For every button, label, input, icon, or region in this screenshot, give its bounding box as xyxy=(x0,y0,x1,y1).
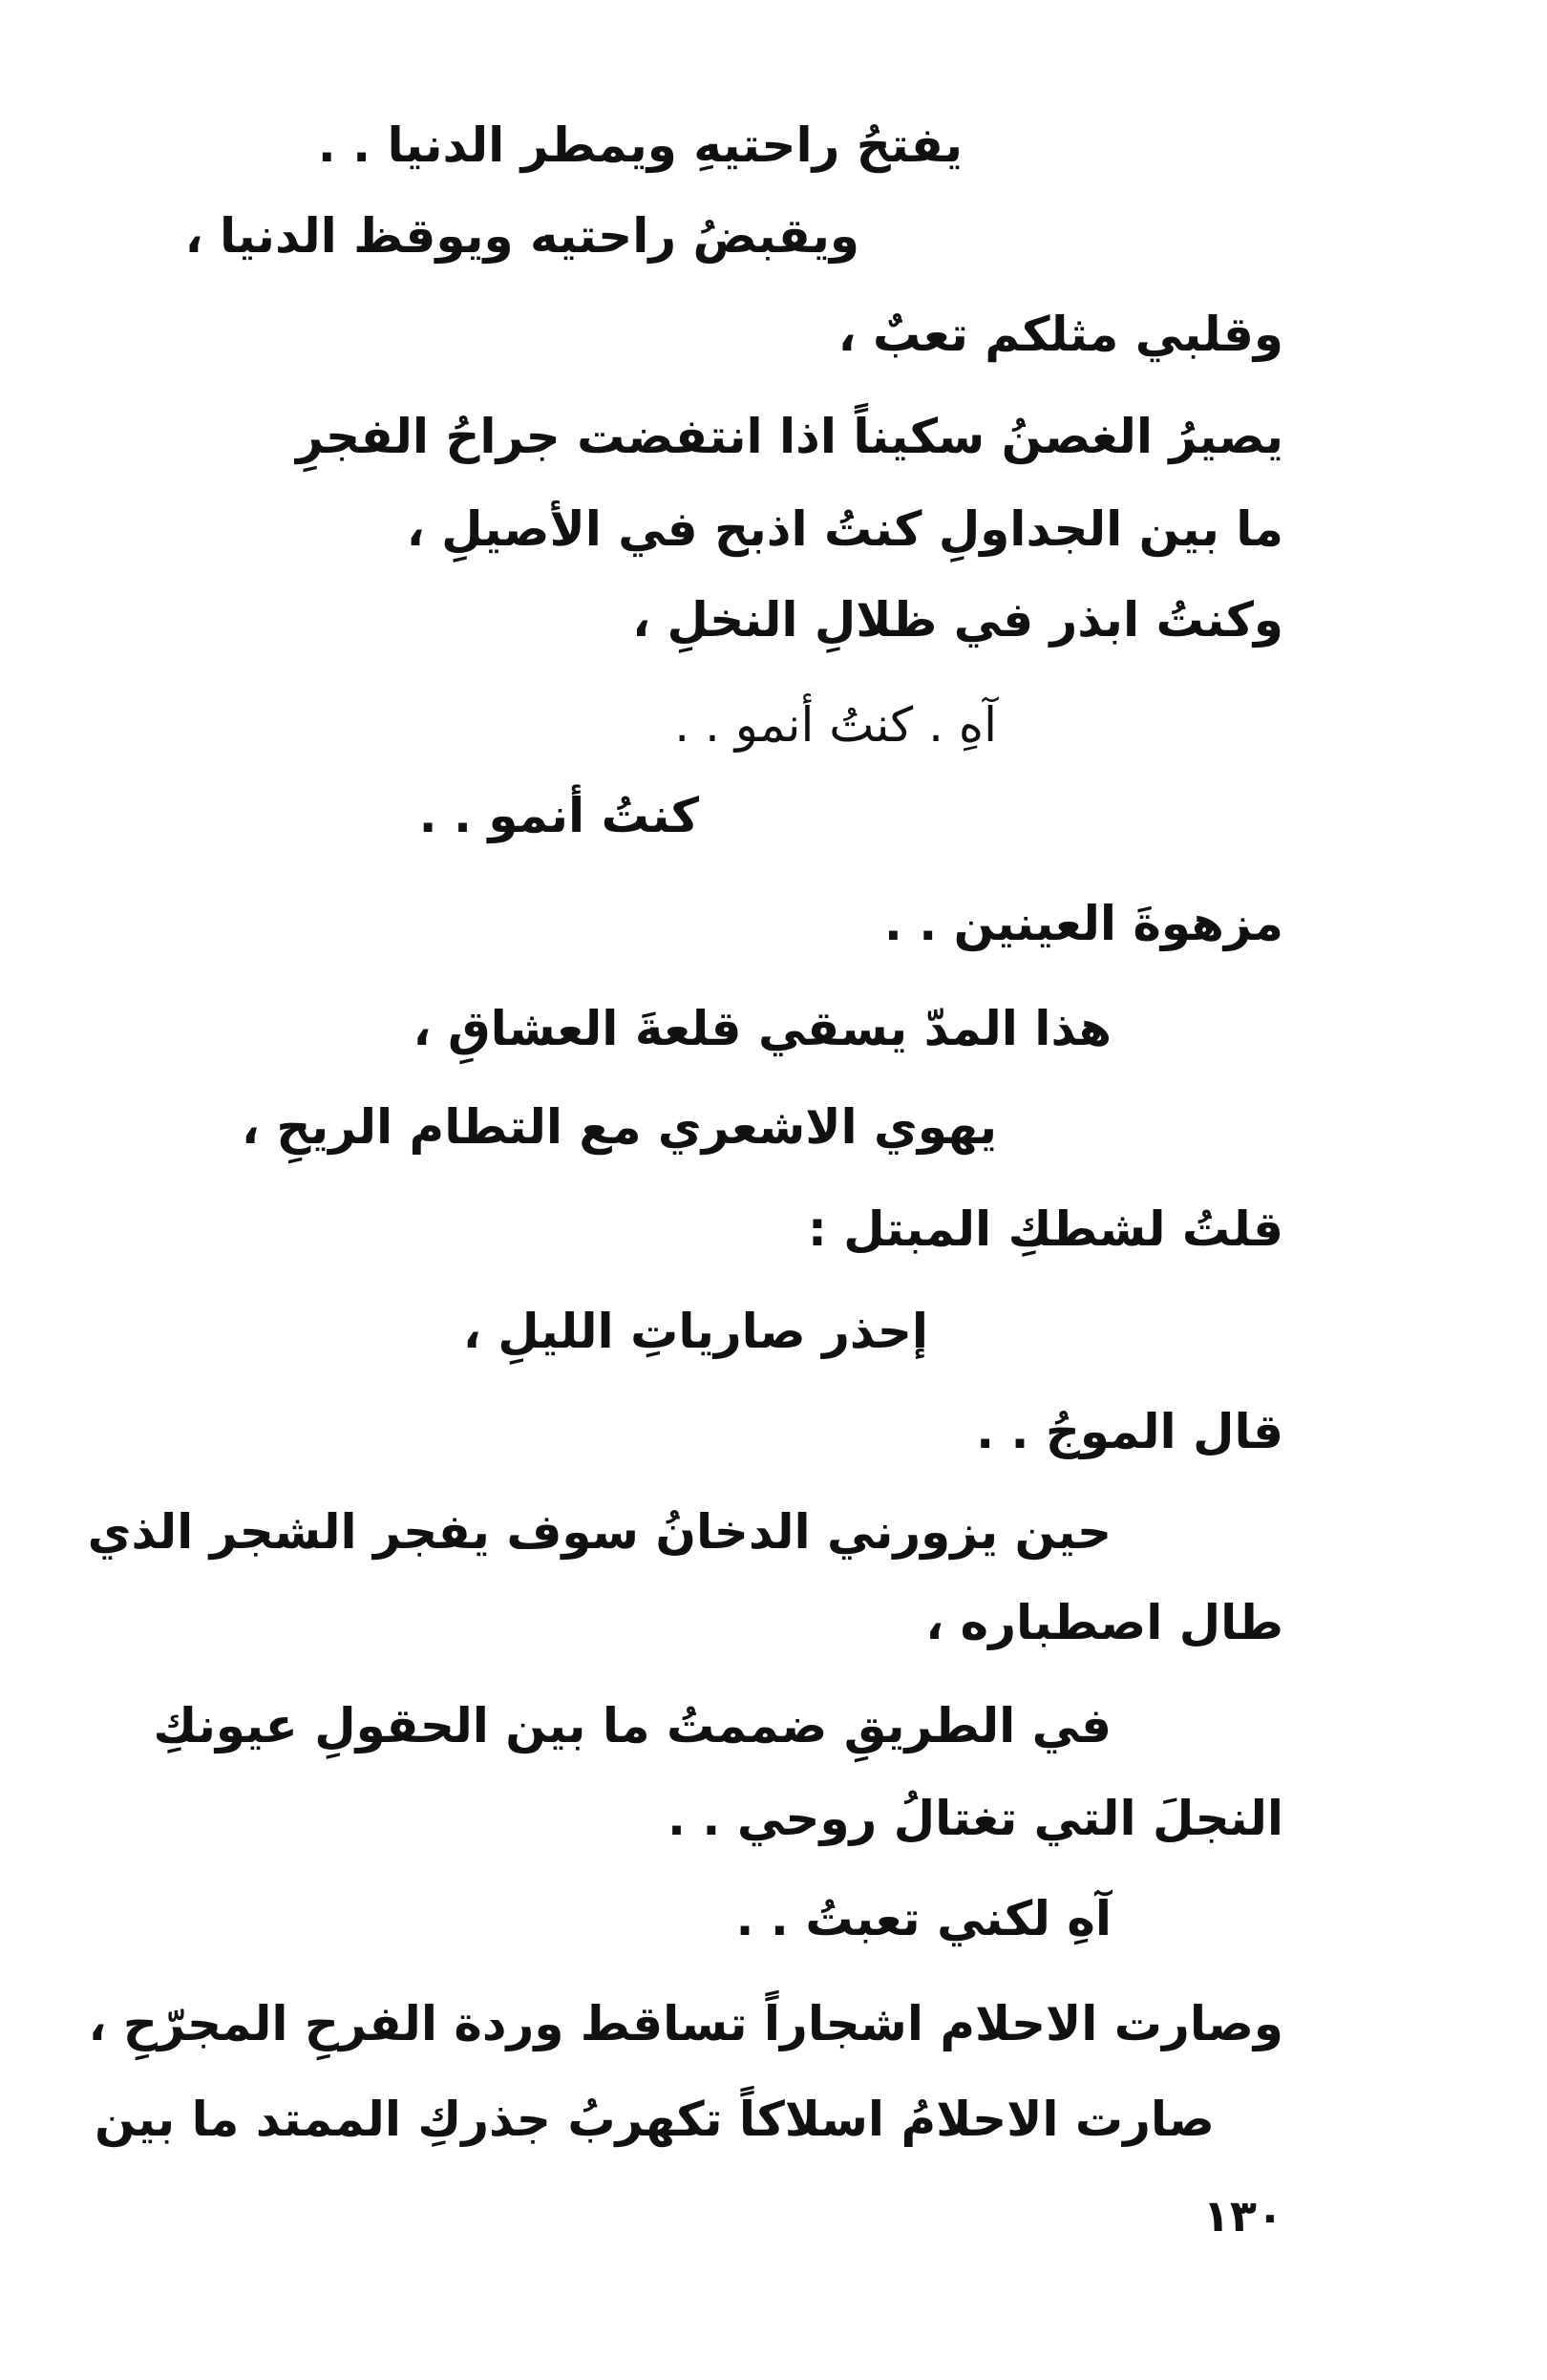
poem-line-15: حين يزورني الدخانُ سوف يفجر الشجر الذي xyxy=(87,1504,1112,1560)
poem-line-7: آهِ . كنتُ أنمو . . xyxy=(674,697,997,753)
poem-line-3: وقلبي مثلكم تعبٌ ، xyxy=(837,307,1283,362)
poem-line-9: مزهوةَ العينين . . xyxy=(883,896,1283,951)
poem-line-1: يفتحُ راحتيهِ ويمطر الدنيا . . xyxy=(317,117,963,173)
poem-line-10: هذا المدّ يسقي قلعةَ العشاقِ ، xyxy=(413,1001,1112,1056)
poem-line-13: إحذر صارياتِ الليلِ ، xyxy=(462,1304,928,1359)
poem-line-2: ويقبضُ راحتيه ويوقظ الدنيا ، xyxy=(184,208,859,264)
poem-line-18: النجلَ التي تغتالُ روحي . . xyxy=(668,1791,1283,1846)
poem-line-19: آهِ لكني تعبتُ . . xyxy=(735,1891,1112,1946)
poem-line-8: كنتُ أنمو . . xyxy=(418,788,699,843)
poem-line-17: في الطريقِ ضممتُ ما بين الحقولِ عيونكِ xyxy=(153,1698,1112,1753)
poem-line-6: وكنتُ ابذر في ظلالِ النخلِ ، xyxy=(632,592,1283,648)
poem-line-5: ما بين الجداولِ كنتُ اذبح في الأصيلِ ، xyxy=(406,501,1283,557)
poem-line-20: وصارت الاحلام اشجاراً تساقط وردة الفرحِ المجرّحِ ، xyxy=(88,1996,1283,2051)
poem-line-11: يهوي الاشعري مع التطام الريحِ ، xyxy=(241,1099,997,1155)
poem-line-21: صارت الاحلامُ اسلاكاً تكهربُ جذركِ الممتد ما بين xyxy=(95,2092,1215,2147)
poem-line-16: طال اصطباره ، xyxy=(925,1595,1283,1650)
page-number: ١٣٠ xyxy=(1202,2190,1283,2242)
poem-line-14: قال الموجُ . . xyxy=(976,1404,1283,1459)
poem-line-4: يصيرُ الغصنُ سكيناً اذا انتفضت جراحُ الفجرِ xyxy=(295,409,1283,464)
poem-line-12: قلتُ لشطكِ المبتل : xyxy=(807,1201,1283,1257)
